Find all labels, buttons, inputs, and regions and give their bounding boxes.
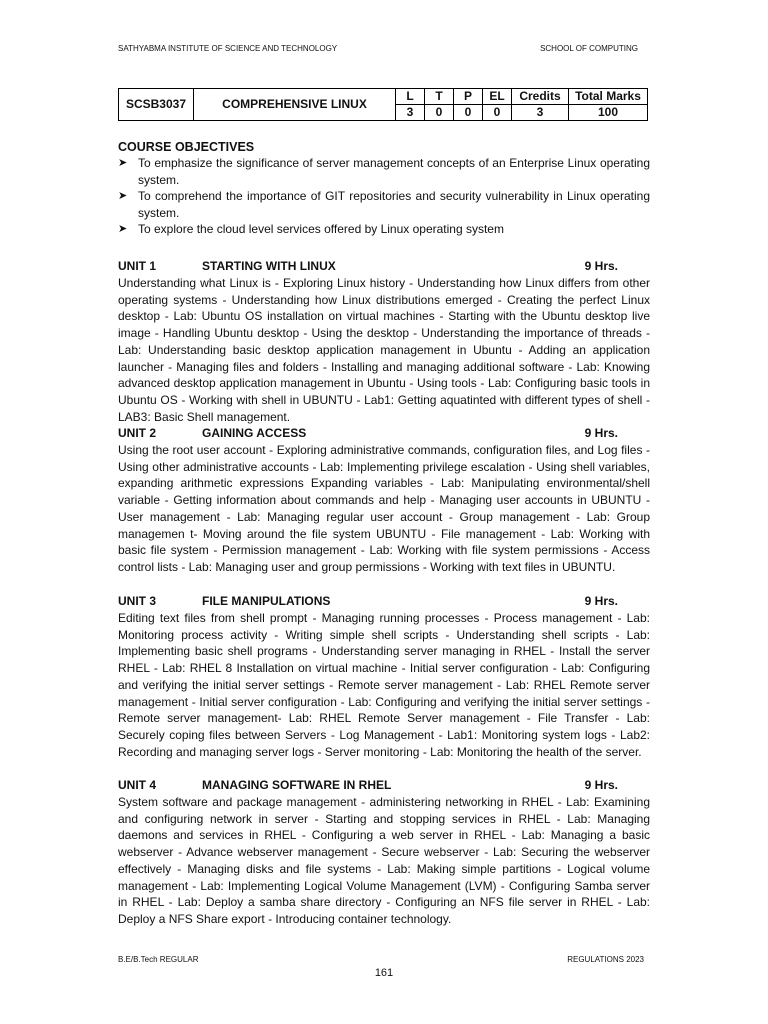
unit-body: Using the root user account - Exploring administrative commands, configuration files, and Log files - Using other administrative accounts - Lab: Implementing privilege escalation - Using shell variables, expanding arithmetic expressions Expanding variables - Lab: Manipulating environmental/shell variable - Getting information about commands and help - Managing user accounts in UBUNTU - User management - Lab: Managing regular user account - Group management - Lab: Group managemen t- Moving around the file system UBUNTU - File management - Lab: Working with basic file system - Permission management - Lab: Working with file system permissions - Access control lists - Lab: Managing user and group permissions - Working with text files in UBUNTU.	[118, 443, 650, 574]
unit-1	[118, 258, 650, 425]
objectives-list	[118, 155, 650, 238]
col-value: 0	[425, 105, 454, 121]
col-header: T	[425, 89, 454, 105]
col-value: 3	[512, 105, 569, 121]
col-value: 0	[483, 105, 512, 121]
col-value: 0	[454, 105, 483, 121]
list-item: ➤ To comprehend the importance of GIT repositories and security vulnerability in Linux operating system.	[118, 189, 650, 220]
arrow-bullet-icon: ➤	[118, 190, 128, 202]
unit-2	[118, 425, 650, 576]
unit-hours: 9 Hrs.	[584, 426, 618, 440]
footer-regulations: REGULATIONS 2023	[567, 955, 644, 964]
arrow-bullet-icon: ➤	[118, 157, 128, 169]
course-name: COMPREHENSIVE LINUX	[194, 89, 396, 121]
unit-3	[118, 593, 650, 760]
course-table	[118, 88, 648, 121]
list-item: ➤ To explore the cloud level services offered by Linux operating system	[118, 222, 504, 236]
footer-program: B.E/B.Tech REGULAR	[118, 955, 199, 964]
unit-4	[118, 777, 650, 928]
list-item: ➤ To emphasize the significance of server management concepts of an Enterprise Linux operating system.	[118, 156, 650, 187]
col-header: Credits	[512, 89, 569, 105]
unit-body: System software and package management - administering networking in RHEL - Lab: Examining and configuring network in server - Starting and stopping services in RHEL - Lab: Managing daemons and services in RHEL - Configuring a web server in RHEL - Lab: Managing a basic webserver - Advance webserver management - Secure webserver - Lab: Securing the webserver effectively - Managing disks and file systems - Lab: Making simple partitions - Logical volume management - Lab: Implementing Logical Volume Management (LVM) - Configuring Samba server in RHEL - Lab: Deploy a samba share directory - Configuring an NFS file server in RHEL - Lab: Deploy a NFS Share export - Introducing container technology.	[118, 795, 650, 926]
unit-title: MANAGING SOFTWARE IN RHEL	[202, 778, 392, 792]
unit-body: Editing text files from shell prompt - Managing running processes - Process management - Lab: Monitoring process activity - Writing simple shell scripts - Understanding shell scripts - Lab: Implementing basic shell programs - Understanding server managing in RHEL - Install the server RHEL - Lab: RHEL 8 Installation on virtual machine - Initial server configuration - Lab: Configuring and verifying the initial server settings - Remote server management - Lab: RHEL Remote server management - Initial server configuration - Lab: Configuring and verifying the initial server settings -Remote server management- Lab: RHEL Remote Server management - File Transfer - Lab: Securely coping files between Servers - Log Management - Lab1: Monitoring system logs - Lab2: Recording and managing server logs - Server monitoring - Lab: Monitoring the health of the server.	[118, 611, 650, 759]
col-header: L	[396, 89, 425, 105]
institute-name: SATHYABMA INSTITUTE OF SCIENCE AND TECHNOLOGY	[118, 44, 338, 53]
school-name: SCHOOL OF COMPUTING	[540, 44, 638, 53]
arrow-bullet-icon: ➤	[118, 223, 128, 235]
unit-number: UNIT 2	[118, 426, 157, 440]
unit-number: UNIT 1	[118, 259, 157, 273]
unit-hours: 9 Hrs.	[584, 778, 618, 792]
col-header: EL	[483, 89, 512, 105]
col-header: Total Marks	[569, 89, 648, 105]
unit-body: Understanding what Linux is - Exploring Linux history - Understanding how Linux differs from other operating systems - Understanding how Linux distributions emerged - Creating the perfect Linux desktop - Lab: Ubuntu OS installation on virtual machines - Starting with the Ubuntu desktop live image - Handling Ubuntu desktop - Using the desktop - Understanding the importance of threads - Lab: Understanding basic desktop application management in Ubuntu - Adding an application launcher - Managing files and folders - Installing and managing additional software - Lab: Knowing advanced desktop application management in Ubuntu - Using tools - Lab: Configuring basic tools in Ubuntu OS - Working with shell in UBUNTU - Lab1: Getting aquatinted with different types of shell - LAB3: Basic Shell management.	[118, 276, 650, 424]
col-header: P	[454, 89, 483, 105]
unit-title: FILE MANIPULATIONS	[202, 594, 331, 608]
page-number: 161	[374, 967, 394, 979]
objectives-heading: COURSE OBJECTIVES	[118, 140, 255, 154]
unit-title: GAINING ACCESS	[202, 426, 307, 440]
col-value: 3	[396, 105, 425, 121]
unit-hours: 9 Hrs.	[584, 259, 618, 273]
course-code: SCSB3037	[119, 89, 194, 121]
unit-number: UNIT 3	[118, 594, 157, 608]
col-value: 100	[569, 105, 648, 121]
unit-hours: 9 Hrs.	[584, 594, 618, 608]
unit-number: UNIT 4	[118, 778, 157, 792]
unit-title: STARTING WITH LINUX	[202, 259, 336, 273]
